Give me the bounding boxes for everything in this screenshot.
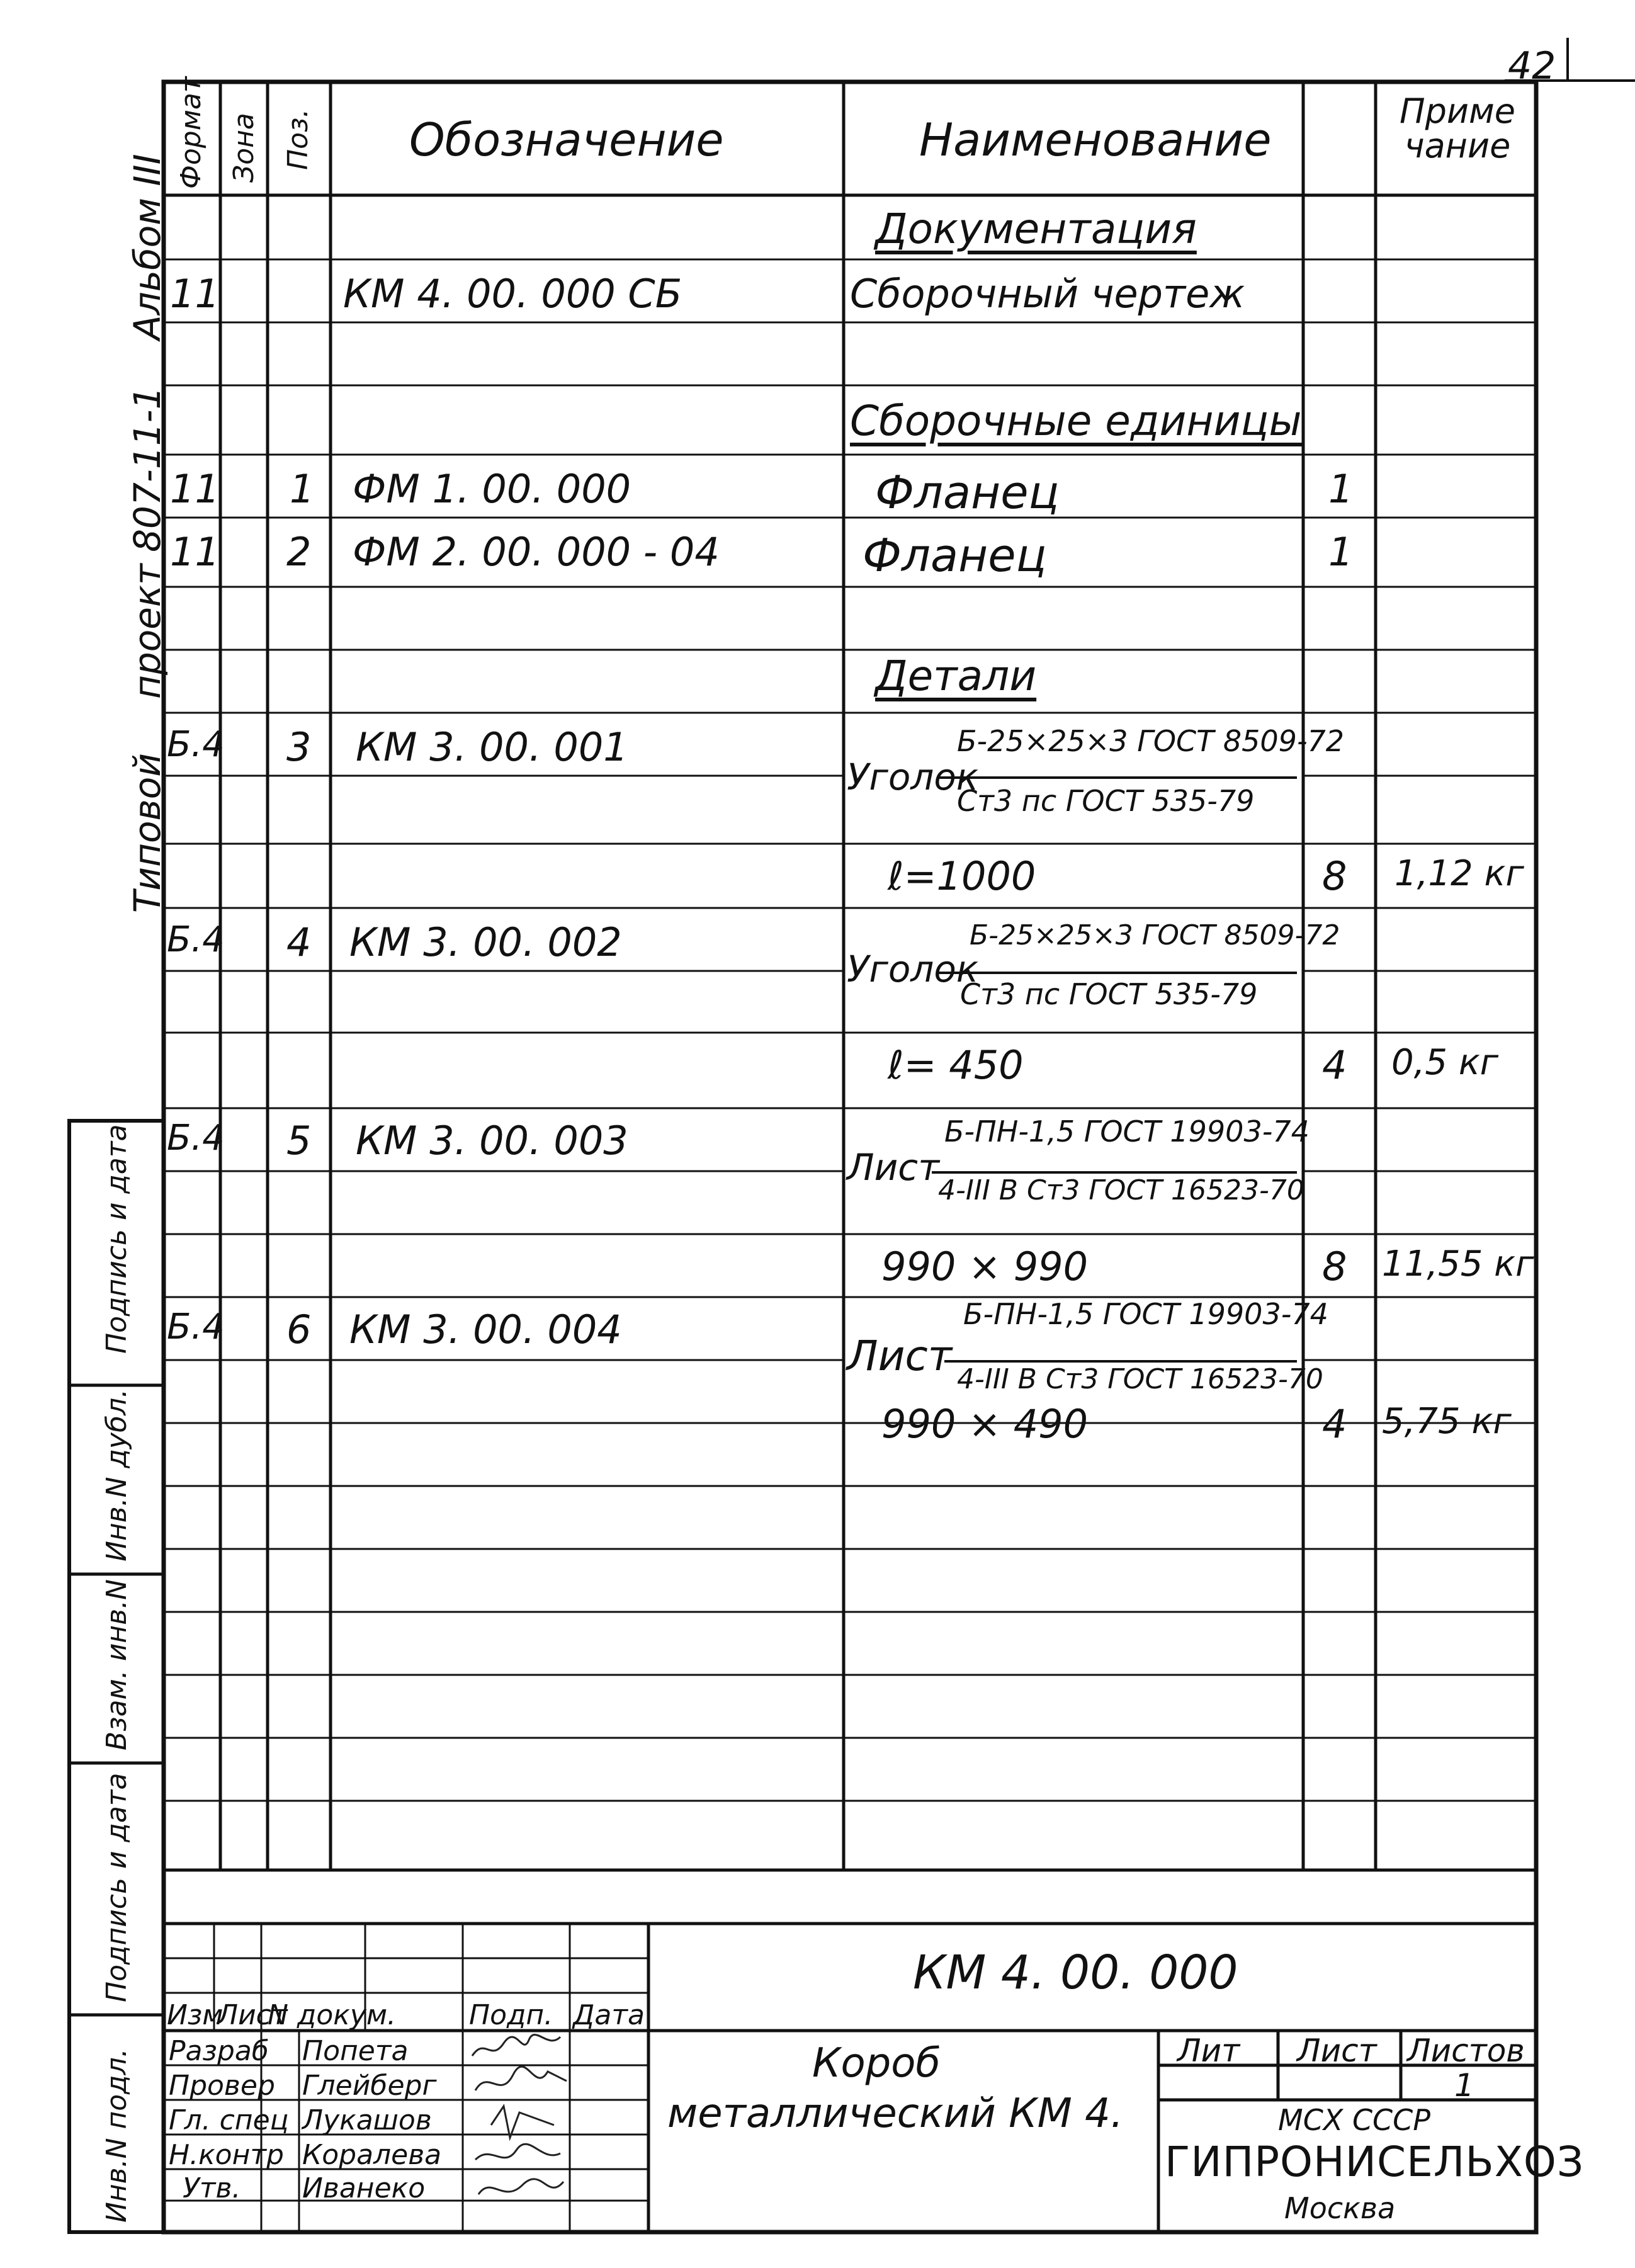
asm2-pos: 2 [286, 529, 312, 575]
p5-name: Лист [847, 1146, 939, 1189]
tb-name-1: Попета [302, 2035, 409, 2067]
tb-name-5: Иванеко [302, 2172, 426, 2204]
asm1-pos: 1 [290, 466, 315, 512]
p5-material: 4-III В Ст3 ГОСТ 16523-70 [938, 1174, 1304, 1206]
section-parts: Детали [875, 652, 1037, 700]
asm1-name: Фланец [875, 466, 1060, 519]
side-title-right: Альбом III [126, 154, 169, 340]
p5-qty: 8 [1322, 1244, 1347, 1290]
p5-sheet-spec: Б-ПН-1,5 ГОСТ 19903-74 [944, 1114, 1310, 1148]
header-pos: Поз. [282, 108, 314, 170]
asm2-qty: 1 [1328, 529, 1354, 575]
tb-role-5: Утв. [183, 2172, 241, 2204]
stamp-inv-podl: Инв.N подл. [101, 2048, 133, 2223]
tb-col-list: Лист [217, 1999, 288, 2031]
p3-pos: 3 [286, 724, 312, 770]
p4-note: 0,5 кг [1391, 1042, 1499, 1083]
stamp-sign-date-2: Подпись и дата [101, 1124, 133, 1354]
stamp-vzam-inv: Взам. инв.N [101, 1579, 133, 1750]
p5-format: Б.4 [167, 1118, 225, 1159]
p5-pos: 5 [286, 1118, 312, 1164]
tb-col-doc: N докум. [268, 1999, 397, 2031]
page-number: 42 [1508, 44, 1556, 88]
p3-designation: КМ 3. 00. 001 [356, 724, 628, 770]
product-title-2: металлический КМ 4. [667, 2090, 1124, 2137]
tb-sheet: Лист [1297, 2033, 1377, 2069]
p4-length: ℓ= 450 [888, 1042, 1024, 1088]
stamp-sign-date-1: Подпись и дата [101, 1772, 133, 2002]
p6-sheet-spec: Б-ПН-1,5 ГОСТ 19903-74 [963, 1297, 1328, 1331]
doc-name: Сборочный чертеж [850, 271, 1245, 317]
p6-name: Лист [847, 1332, 953, 1380]
tb-ministry: МСХ СССР [1278, 2103, 1431, 2137]
p6-note: 5,75 кг [1382, 1401, 1512, 1442]
tb-role-2: Провер [169, 2070, 275, 2102]
tb-name-2: Глейберг [302, 2070, 437, 2102]
p3-profile: Б-25×25×3 ГОСТ 8509-72 [957, 724, 1345, 758]
header-format: Формат [175, 76, 207, 189]
p4-designation: КМ 3. 00. 002 [349, 919, 622, 965]
stamp-inv-dubl: Инв.N дубл. [101, 1388, 133, 1562]
p4-profile: Б-25×25×3 ГОСТ 8509-72 [970, 919, 1340, 951]
doc-format: 11 [170, 271, 220, 317]
tb-col-date: Дата [573, 1999, 645, 2031]
p6-material: 4-III В Ст3 ГОСТ 16523-70 [957, 1363, 1323, 1395]
asm2-name: Фланец [863, 529, 1047, 582]
p3-qty: 8 [1322, 853, 1347, 899]
p6-size: 990 × 490 [881, 1401, 1089, 1447]
product-title-1: Короб [812, 2040, 941, 2087]
header-designation: Обозначение [409, 113, 724, 166]
tb-sheets-value: 1 [1454, 2067, 1474, 2104]
asm2-format: 11 [170, 529, 220, 575]
asm1-format: 11 [170, 466, 220, 512]
asm2-designation: ФМ 2. 00. 000 - 04 [353, 529, 720, 575]
p3-length: ℓ=1000 [888, 853, 1036, 899]
p6-format: Б.4 [167, 1307, 225, 1347]
p5-size: 990 × 990 [881, 1244, 1089, 1290]
asm1-qty: 1 [1328, 466, 1354, 512]
asm1-designation: ФМ 1. 00. 000 [353, 466, 631, 512]
header-note-1: Приме [1400, 91, 1515, 131]
p3-note: 1,12 кг [1395, 853, 1524, 894]
p4-name: Уголок [847, 948, 978, 990]
p4-pos: 4 [286, 919, 312, 965]
side-title-left: Типовой [126, 753, 169, 913]
header-name: Наименование [919, 113, 1272, 166]
p6-qty: 4 [1322, 1401, 1347, 1447]
tb-role-4: Н.контр [169, 2139, 284, 2171]
p4-material: Ст3 пс ГОСТ 535-79 [960, 977, 1258, 1011]
tb-city: Москва [1284, 2191, 1396, 2225]
tb-name-4: Коралева [302, 2139, 442, 2171]
p4-qty: 4 [1322, 1042, 1347, 1088]
section-assembly-units: Сборочные единицы [850, 397, 1302, 445]
tb-col-izm: Изм [167, 1999, 223, 2031]
header-note-2: чание [1404, 126, 1511, 166]
tb-role-1: Разраб [169, 2035, 269, 2067]
p5-designation: КМ 3. 00. 003 [356, 1118, 628, 1164]
side-title-middle: проект 807-11-1 [126, 386, 169, 699]
tb-lit: Лит [1177, 2033, 1240, 2069]
tb-sheets: Листов [1407, 2033, 1525, 2069]
header-zone: Зона [228, 113, 260, 183]
tb-role-3: Гл. спец [169, 2104, 289, 2136]
tb-organization: ГИПРОНИСЕЛЬХОЗ [1165, 2138, 1585, 2186]
p3-material: Ст3 пс ГОСТ 535-79 [957, 784, 1255, 818]
signatures [466, 2031, 573, 2232]
doc-designation: КМ 4. 00. 000 СБ [343, 271, 682, 317]
section-documentation: Документация [875, 205, 1197, 253]
p3-name: Уголок [847, 756, 978, 798]
p6-designation: КМ 3. 00. 004 [349, 1307, 622, 1352]
tb-name-3: Лукашов [302, 2104, 432, 2136]
tb-col-sign: Подп. [469, 1999, 553, 2031]
p4-format: Б.4 [167, 919, 225, 960]
p6-pos: 6 [286, 1307, 312, 1352]
p5-note: 11,55 кг [1382, 1244, 1534, 1284]
p3-format: Б.4 [167, 724, 225, 765]
document-code: КМ 4. 00. 000 [913, 1946, 1238, 2000]
